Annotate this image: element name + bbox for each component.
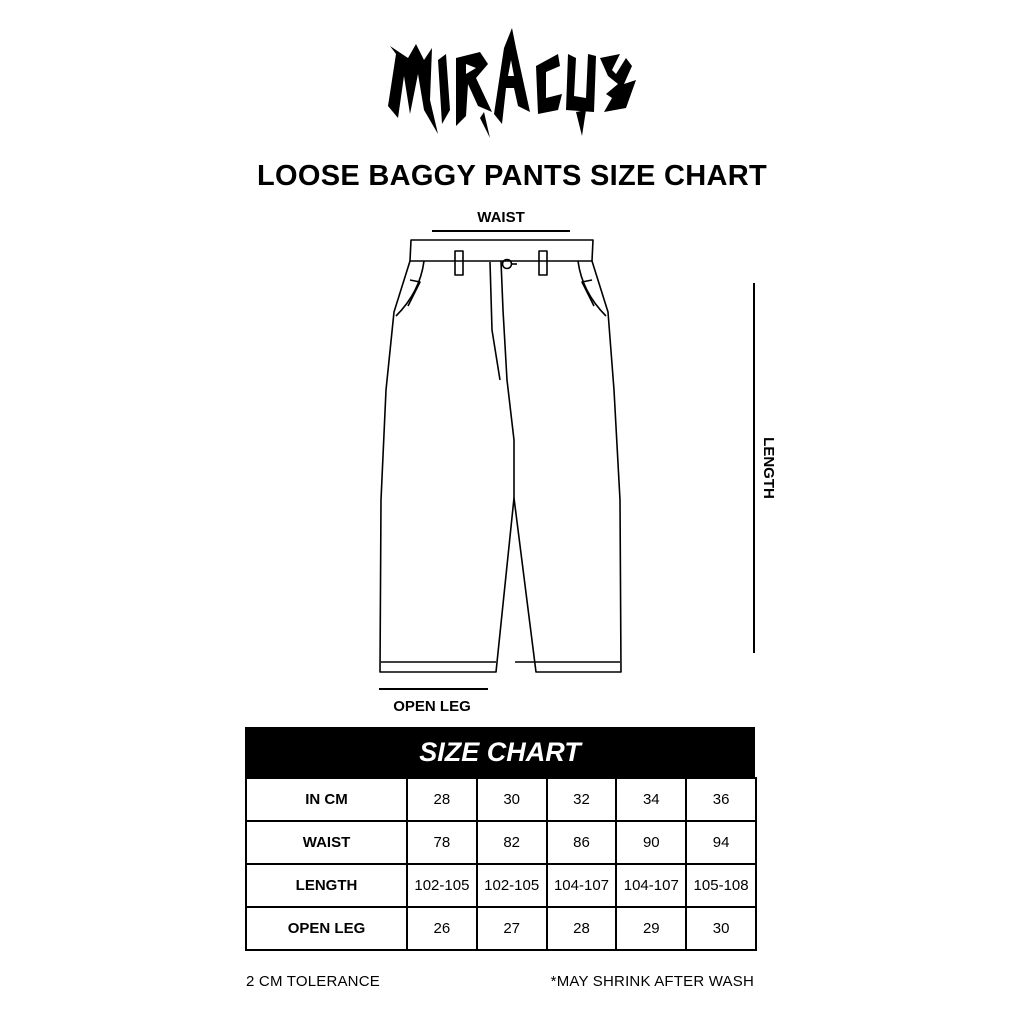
- row-label: LENGTH: [246, 864, 407, 907]
- table-cell: 105-108: [686, 864, 756, 907]
- table-cell: 78: [407, 821, 477, 864]
- table-cell: 36: [686, 778, 756, 821]
- waist-label: WAIST: [477, 209, 525, 226]
- row-label: OPEN LEG: [246, 907, 407, 950]
- tolerance-note: 2 CM TOLERANCE: [246, 973, 380, 990]
- table-cell: 29: [616, 907, 686, 950]
- table-cell: 28: [407, 778, 477, 821]
- size-chart-table: [245, 727, 755, 951]
- table-cell: 30: [477, 778, 547, 821]
- table-cell: 104-107: [616, 864, 686, 907]
- shrink-note: *MAY SHRINK AFTER WASH: [550, 973, 754, 990]
- size-chart-heading: SIZE CHART: [245, 727, 755, 777]
- size-table: [245, 777, 757, 951]
- row-label: IN CM: [246, 778, 407, 821]
- length-label: LENGTH: [760, 437, 777, 499]
- table-cell: 30: [686, 907, 756, 950]
- pants-outline: [380, 240, 621, 672]
- table-row: [246, 778, 756, 821]
- brand-logo: [380, 14, 644, 150]
- table-cell: 27: [477, 907, 547, 950]
- row-label: WAIST: [246, 821, 407, 864]
- table-row: [246, 907, 756, 950]
- table-cell: 86: [547, 821, 617, 864]
- table-row: [246, 821, 756, 864]
- table-cell: 90: [616, 821, 686, 864]
- open-leg-label: OPEN LEG: [393, 698, 471, 715]
- table-cell: 34: [616, 778, 686, 821]
- table-cell: 82: [477, 821, 547, 864]
- table-cell: 94: [686, 821, 756, 864]
- table-cell: 26: [407, 907, 477, 950]
- table-cell: 102-105: [407, 864, 477, 907]
- page-title: LOOSE BAGGY PANTS SIZE CHART: [256, 160, 768, 192]
- table-cell: 104-107: [547, 864, 617, 907]
- table-row: [246, 864, 756, 907]
- table-cell: 28: [547, 907, 617, 950]
- table-cell: 32: [547, 778, 617, 821]
- table-cell: 102-105: [477, 864, 547, 907]
- pants-diagram: [0, 190, 1024, 730]
